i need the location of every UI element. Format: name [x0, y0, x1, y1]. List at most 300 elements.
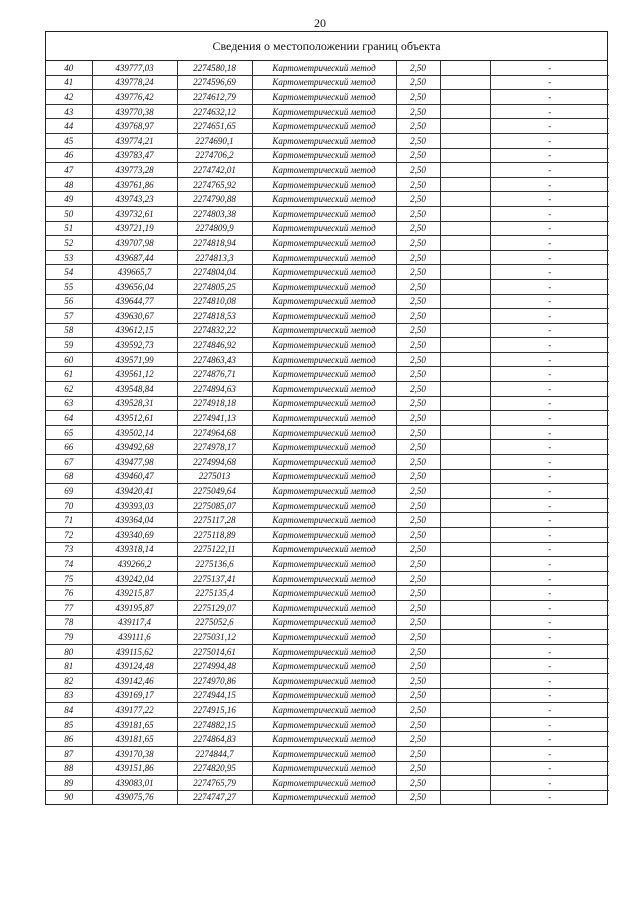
point-number-cell: 61 — [46, 367, 92, 382]
point-number-cell: 48 — [46, 177, 92, 192]
table-row — [46, 309, 609, 324]
empty-cell — [440, 411, 490, 426]
point-number-cell: 72 — [46, 528, 92, 543]
description-cell: - — [490, 484, 609, 499]
y-coordinate-cell: 2274978,17 — [177, 440, 252, 455]
accuracy-cell: 2,50 — [396, 790, 440, 804]
table-row — [46, 498, 609, 513]
point-number-cell: 57 — [46, 309, 92, 324]
description-cell: - — [490, 309, 609, 324]
table-row — [46, 250, 609, 265]
method-cell: Картометрический метод — [252, 455, 396, 470]
description-cell: - — [490, 630, 609, 645]
description-cell: - — [490, 192, 609, 207]
y-coordinate-cell: 2275136,6 — [177, 557, 252, 572]
point-number-cell: 42 — [46, 90, 92, 105]
point-number-cell: 49 — [46, 192, 92, 207]
y-coordinate-cell: 2274832,22 — [177, 323, 252, 338]
y-coordinate-cell: 2275117,28 — [177, 513, 252, 528]
empty-cell — [440, 746, 490, 761]
description-cell: - — [490, 586, 609, 601]
x-coordinate-cell: 439215,87 — [92, 586, 177, 601]
description-cell: - — [490, 732, 609, 747]
x-coordinate-cell: 439083,01 — [92, 776, 177, 791]
x-coordinate-cell: 439665,7 — [92, 265, 177, 280]
empty-cell — [440, 192, 490, 207]
y-coordinate-cell: 2274706,2 — [177, 148, 252, 163]
x-coordinate-cell: 439687,44 — [92, 250, 177, 265]
table-row — [46, 528, 609, 543]
x-coordinate-cell: 439592,73 — [92, 338, 177, 353]
y-coordinate-cell: 2275137,41 — [177, 571, 252, 586]
point-number-cell: 88 — [46, 761, 92, 776]
accuracy-cell: 2,50 — [396, 528, 440, 543]
x-coordinate-cell: 439656,04 — [92, 279, 177, 294]
x-coordinate-cell: 439477,98 — [92, 455, 177, 470]
empty-cell — [440, 323, 490, 338]
empty-cell — [440, 382, 490, 397]
x-coordinate-cell: 439242,04 — [92, 571, 177, 586]
table-row — [46, 323, 609, 338]
method-cell: Картометрический метод — [252, 425, 396, 440]
x-coordinate-cell: 439492,68 — [92, 440, 177, 455]
y-coordinate-cell: 2275118,89 — [177, 528, 252, 543]
accuracy-cell: 2,50 — [396, 119, 440, 134]
x-coordinate-cell: 439195,87 — [92, 600, 177, 615]
description-cell: - — [490, 382, 609, 397]
method-cell: Картометрический метод — [252, 732, 396, 747]
table-row — [46, 644, 609, 659]
method-cell: Картометрический метод — [252, 61, 396, 75]
empty-cell — [440, 717, 490, 732]
method-cell: Картометрический метод — [252, 192, 396, 207]
description-cell: - — [490, 455, 609, 470]
table-row — [46, 630, 609, 645]
empty-cell — [440, 338, 490, 353]
table-row — [46, 338, 609, 353]
accuracy-cell: 2,50 — [396, 90, 440, 105]
method-cell: Картометрический метод — [252, 338, 396, 353]
table-row — [46, 177, 609, 192]
point-number-cell: 50 — [46, 206, 92, 221]
accuracy-cell: 2,50 — [396, 148, 440, 163]
accuracy-cell: 2,50 — [396, 644, 440, 659]
point-number-cell: 59 — [46, 338, 92, 353]
empty-cell — [440, 469, 490, 484]
description-cell: - — [490, 236, 609, 251]
accuracy-cell: 2,50 — [396, 309, 440, 324]
y-coordinate-cell: 2274882,15 — [177, 717, 252, 732]
accuracy-cell: 2,50 — [396, 542, 440, 557]
method-cell: Картометрический метод — [252, 644, 396, 659]
point-number-cell: 44 — [46, 119, 92, 134]
accuracy-cell: 2,50 — [396, 717, 440, 732]
description-cell: - — [490, 542, 609, 557]
x-coordinate-cell: 439364,04 — [92, 513, 177, 528]
accuracy-cell: 2,50 — [396, 192, 440, 207]
accuracy-cell: 2,50 — [396, 557, 440, 572]
table-row — [46, 148, 609, 163]
table-row — [46, 673, 609, 688]
y-coordinate-cell: 2275135,4 — [177, 586, 252, 601]
point-number-cell: 55 — [46, 279, 92, 294]
accuracy-cell: 2,50 — [396, 484, 440, 499]
empty-cell — [440, 352, 490, 367]
accuracy-cell: 2,50 — [396, 133, 440, 148]
x-coordinate-cell: 439777,03 — [92, 61, 177, 75]
empty-cell — [440, 440, 490, 455]
y-coordinate-cell: 2274846,92 — [177, 338, 252, 353]
table-row — [46, 425, 609, 440]
accuracy-cell: 2,50 — [396, 177, 440, 192]
table-row — [46, 746, 609, 761]
method-cell: Картометрический метод — [252, 250, 396, 265]
point-number-cell: 81 — [46, 659, 92, 674]
accuracy-cell: 2,50 — [396, 206, 440, 221]
accuracy-cell: 2,50 — [396, 615, 440, 630]
description-cell: - — [490, 776, 609, 791]
y-coordinate-cell: 2275013 — [177, 469, 252, 484]
method-cell: Картометрический метод — [252, 630, 396, 645]
table-row — [46, 163, 609, 178]
empty-cell — [440, 250, 490, 265]
method-cell: Картометрический метод — [252, 761, 396, 776]
empty-cell — [440, 586, 490, 601]
method-cell: Картометрический метод — [252, 177, 396, 192]
empty-cell — [440, 513, 490, 528]
description-cell: - — [490, 206, 609, 221]
x-coordinate-cell: 439630,67 — [92, 309, 177, 324]
y-coordinate-cell: 2274580,18 — [177, 61, 252, 75]
accuracy-cell: 2,50 — [396, 630, 440, 645]
table-row — [46, 294, 609, 309]
x-coordinate-cell: 439460,47 — [92, 469, 177, 484]
x-coordinate-cell: 439075,76 — [92, 790, 177, 804]
y-coordinate-cell: 2274742,01 — [177, 163, 252, 178]
point-number-cell: 76 — [46, 586, 92, 601]
accuracy-cell: 2,50 — [396, 250, 440, 265]
y-coordinate-cell: 2275085,07 — [177, 498, 252, 513]
y-coordinate-cell: 2275052,6 — [177, 615, 252, 630]
x-coordinate-cell: 439743,23 — [92, 192, 177, 207]
table-row — [46, 513, 609, 528]
x-coordinate-cell: 439707,98 — [92, 236, 177, 251]
empty-cell — [440, 279, 490, 294]
description-cell: - — [490, 61, 609, 75]
point-number-cell: 56 — [46, 294, 92, 309]
method-cell: Картометрический метод — [252, 586, 396, 601]
empty-cell — [440, 498, 490, 513]
y-coordinate-cell: 2275049,64 — [177, 484, 252, 499]
table-row — [46, 61, 609, 75]
table-row — [46, 542, 609, 557]
x-coordinate-cell: 439512,61 — [92, 411, 177, 426]
empty-cell — [440, 455, 490, 470]
method-cell: Картометрический метод — [252, 557, 396, 572]
table-row — [46, 600, 609, 615]
y-coordinate-cell: 2274994,48 — [177, 659, 252, 674]
method-cell: Картометрический метод — [252, 309, 396, 324]
method-cell: Картометрический метод — [252, 776, 396, 791]
x-coordinate-cell: 439181,65 — [92, 717, 177, 732]
table-row — [46, 90, 609, 105]
accuracy-cell: 2,50 — [396, 571, 440, 586]
point-number-cell: 45 — [46, 133, 92, 148]
description-cell: - — [490, 644, 609, 659]
empty-cell — [440, 75, 490, 90]
method-cell: Картометрический метод — [252, 440, 396, 455]
description-cell: - — [490, 557, 609, 572]
point-number-cell: 41 — [46, 75, 92, 90]
description-cell: - — [490, 294, 609, 309]
x-coordinate-cell: 439778,24 — [92, 75, 177, 90]
accuracy-cell: 2,50 — [396, 265, 440, 280]
x-coordinate-cell: 439170,38 — [92, 746, 177, 761]
method-cell: Картометрический метод — [252, 673, 396, 688]
accuracy-cell: 2,50 — [396, 600, 440, 615]
accuracy-cell: 2,50 — [396, 498, 440, 513]
accuracy-cell: 2,50 — [396, 513, 440, 528]
y-coordinate-cell: 2274690,1 — [177, 133, 252, 148]
x-coordinate-cell: 439169,17 — [92, 688, 177, 703]
method-cell: Картометрический метод — [252, 133, 396, 148]
description-cell: - — [490, 717, 609, 732]
table-row — [46, 352, 609, 367]
table-row — [46, 236, 609, 251]
y-coordinate-cell: 2275122,11 — [177, 542, 252, 557]
point-number-cell: 40 — [46, 61, 92, 75]
empty-cell — [440, 148, 490, 163]
empty-cell — [440, 265, 490, 280]
description-cell: - — [490, 469, 609, 484]
table-row — [46, 571, 609, 586]
description-cell: - — [490, 615, 609, 630]
x-coordinate-cell: 439776,42 — [92, 90, 177, 105]
point-number-cell: 62 — [46, 382, 92, 397]
empty-cell — [440, 133, 490, 148]
table-row — [46, 265, 609, 280]
y-coordinate-cell: 2274944,15 — [177, 688, 252, 703]
point-number-cell: 53 — [46, 250, 92, 265]
accuracy-cell: 2,50 — [396, 279, 440, 294]
x-coordinate-cell: 439644,77 — [92, 294, 177, 309]
table-row — [46, 133, 609, 148]
y-coordinate-cell: 2274632,12 — [177, 104, 252, 119]
description-cell: - — [490, 177, 609, 192]
x-coordinate-cell: 439393,03 — [92, 498, 177, 513]
y-coordinate-cell: 2274915,16 — [177, 703, 252, 718]
accuracy-cell: 2,50 — [396, 367, 440, 382]
point-number-cell: 69 — [46, 484, 92, 499]
accuracy-cell: 2,50 — [396, 688, 440, 703]
method-cell: Картометрический метод — [252, 790, 396, 804]
description-cell: - — [490, 703, 609, 718]
table-row — [46, 455, 609, 470]
description-cell: - — [490, 673, 609, 688]
table-row — [46, 586, 609, 601]
y-coordinate-cell: 2275031,12 — [177, 630, 252, 645]
x-coordinate-cell: 439571,99 — [92, 352, 177, 367]
method-cell: Картометрический метод — [252, 75, 396, 90]
empty-cell — [440, 644, 490, 659]
description-cell: - — [490, 279, 609, 294]
table-row — [46, 732, 609, 747]
method-cell: Картометрический метод — [252, 323, 396, 338]
y-coordinate-cell: 2274804,04 — [177, 265, 252, 280]
method-cell: Картометрический метод — [252, 90, 396, 105]
accuracy-cell: 2,50 — [396, 382, 440, 397]
accuracy-cell: 2,50 — [396, 411, 440, 426]
point-number-cell: 83 — [46, 688, 92, 703]
method-cell: Картометрический метод — [252, 221, 396, 236]
point-number-cell: 47 — [46, 163, 92, 178]
empty-cell — [440, 673, 490, 688]
method-cell: Картометрический метод — [252, 484, 396, 499]
point-number-cell: 70 — [46, 498, 92, 513]
point-number-cell: 65 — [46, 425, 92, 440]
y-coordinate-cell: 2274994,68 — [177, 455, 252, 470]
method-cell: Картометрический метод — [252, 119, 396, 134]
description-cell: - — [490, 600, 609, 615]
description-cell: - — [490, 352, 609, 367]
description-cell: - — [490, 746, 609, 761]
point-number-cell: 46 — [46, 148, 92, 163]
accuracy-cell: 2,50 — [396, 425, 440, 440]
method-cell: Картометрический метод — [252, 236, 396, 251]
point-number-cell: 51 — [46, 221, 92, 236]
description-cell: - — [548, 792, 552, 803]
table-row — [46, 717, 609, 732]
x-coordinate-cell: 439266,2 — [92, 557, 177, 572]
description-cell: - — [490, 104, 609, 119]
y-coordinate-cell: 2275129,07 — [177, 600, 252, 615]
point-number-cell: 90 — [46, 790, 92, 804]
method-cell: Картометрический метод — [252, 513, 396, 528]
accuracy-cell: 2,50 — [396, 75, 440, 90]
point-number-cell: 87 — [46, 746, 92, 761]
y-coordinate-cell: 2274747,27 — [177, 790, 252, 804]
table-row — [46, 396, 609, 411]
method-cell: Картометрический метод — [252, 615, 396, 630]
y-coordinate-cell: 2274864,83 — [177, 732, 252, 747]
table-row — [46, 688, 609, 703]
point-number-cell: 52 — [46, 236, 92, 251]
method-cell: Картометрический метод — [252, 571, 396, 586]
y-coordinate-cell: 2274790,88 — [177, 192, 252, 207]
empty-cell — [440, 557, 490, 572]
boundary-sheet — [45, 31, 608, 805]
point-number-cell: 43 — [46, 104, 92, 119]
method-cell: Картометрический метод — [252, 294, 396, 309]
description-cell: - — [490, 688, 609, 703]
accuracy-cell: 2,50 — [396, 776, 440, 791]
method-cell: Картометрический метод — [252, 206, 396, 221]
y-coordinate-cell: 2274964,68 — [177, 425, 252, 440]
table-row — [46, 367, 609, 382]
method-cell: Картометрический метод — [252, 265, 396, 280]
method-cell: Картометрический метод — [252, 600, 396, 615]
empty-cell — [440, 104, 490, 119]
method-cell: Картометрический метод — [252, 104, 396, 119]
x-coordinate-cell: 439420,41 — [92, 484, 177, 499]
x-coordinate-cell: 439528,31 — [92, 396, 177, 411]
accuracy-cell: 2,50 — [396, 61, 440, 75]
accuracy-cell: 2,50 — [396, 469, 440, 484]
empty-cell — [440, 221, 490, 236]
y-coordinate-cell: 2274876,71 — [177, 367, 252, 382]
x-coordinate-cell: 439548,84 — [92, 382, 177, 397]
table-row — [46, 440, 609, 455]
y-coordinate-cell: 2274803,38 — [177, 206, 252, 221]
empty-cell — [440, 90, 490, 105]
coordinates-table-body — [46, 61, 609, 804]
y-coordinate-cell: 2274941,13 — [177, 411, 252, 426]
method-cell: Картометрический метод — [252, 659, 396, 674]
x-coordinate-cell: 439340,69 — [92, 528, 177, 543]
x-coordinate-cell: 439761,86 — [92, 177, 177, 192]
x-coordinate-cell: 439561,12 — [92, 367, 177, 382]
method-cell: Картометрический метод — [252, 148, 396, 163]
table-row — [46, 484, 609, 499]
empty-cell — [440, 542, 490, 557]
empty-cell — [440, 761, 490, 776]
table-row — [46, 119, 609, 134]
y-coordinate-cell: 2274894,63 — [177, 382, 252, 397]
x-coordinate-cell: 439124,48 — [92, 659, 177, 674]
x-coordinate-cell: 439783,47 — [92, 148, 177, 163]
x-coordinate-cell: 439612,15 — [92, 323, 177, 338]
x-coordinate-cell: 439111,6 — [92, 630, 177, 645]
table-row — [46, 221, 609, 236]
description-cell: - — [490, 498, 609, 513]
empty-cell — [440, 703, 490, 718]
description-cell: - — [490, 250, 609, 265]
method-cell: Картометрический метод — [252, 279, 396, 294]
description-cell: - — [490, 571, 609, 586]
empty-cell — [440, 163, 490, 178]
empty-cell — [440, 177, 490, 192]
x-coordinate-cell: 439181,65 — [92, 732, 177, 747]
point-number-cell: 78 — [46, 615, 92, 630]
point-number-cell: 58 — [46, 323, 92, 338]
accuracy-cell: 2,50 — [396, 732, 440, 747]
method-cell: Картометрический метод — [252, 703, 396, 718]
x-coordinate-cell: 439774,21 — [92, 133, 177, 148]
point-number-cell: 85 — [46, 717, 92, 732]
empty-cell — [440, 294, 490, 309]
accuracy-cell: 2,50 — [396, 440, 440, 455]
y-coordinate-cell: 2274809,9 — [177, 221, 252, 236]
description-cell: - — [490, 163, 609, 178]
accuracy-cell: 2,50 — [396, 761, 440, 776]
y-coordinate-cell: 2274765,92 — [177, 177, 252, 192]
table-row — [46, 790, 609, 804]
description-cell: - — [490, 119, 609, 134]
x-coordinate-cell: 439732,61 — [92, 206, 177, 221]
point-number-cell: 71 — [46, 513, 92, 528]
y-coordinate-cell: 2274820,95 — [177, 761, 252, 776]
empty-cell — [440, 425, 490, 440]
description-cell: - — [490, 221, 609, 236]
description-cell: - — [490, 90, 609, 105]
method-cell: Картометрический метод — [252, 469, 396, 484]
y-coordinate-cell: 2274810,08 — [177, 294, 252, 309]
y-coordinate-cell: 2274970,86 — [177, 673, 252, 688]
empty-cell — [440, 396, 490, 411]
description-cell: - — [490, 338, 609, 353]
point-number-cell: 84 — [46, 703, 92, 718]
empty-cell — [440, 732, 490, 747]
